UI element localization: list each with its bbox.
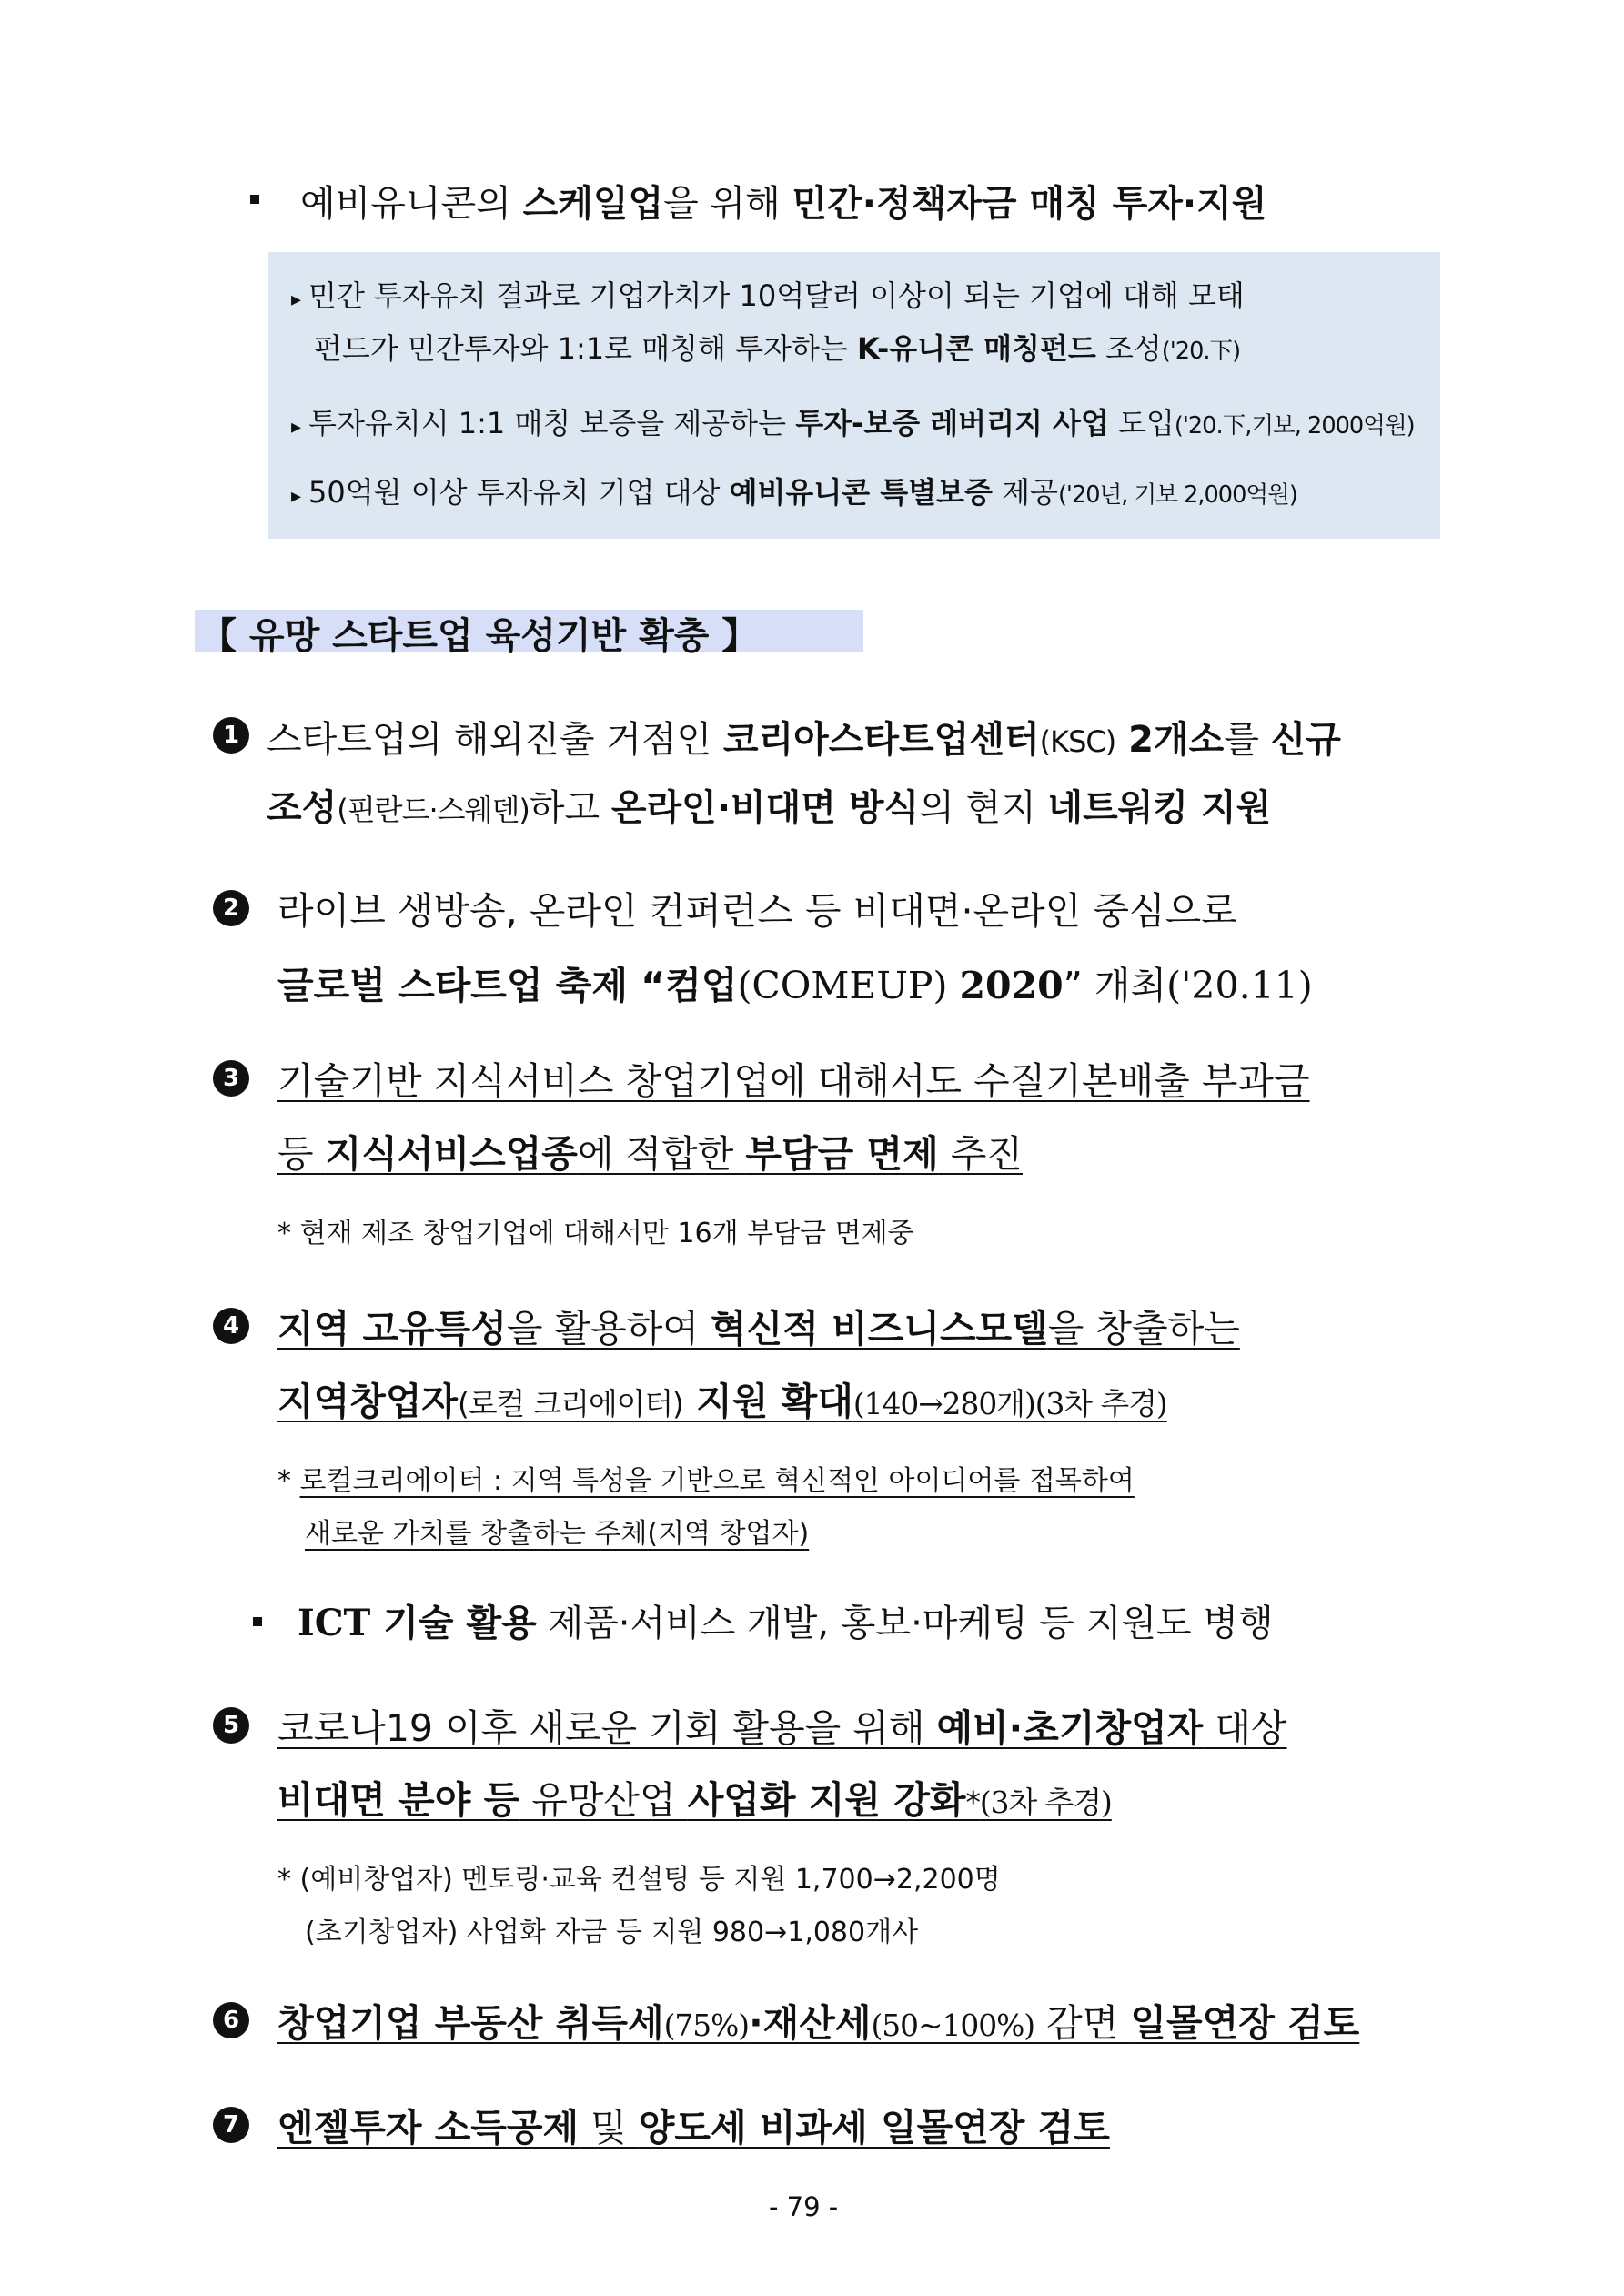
text-segment: (3차 추경) xyxy=(979,1785,1112,1820)
text-segment: (COMEUP) xyxy=(737,964,960,1007)
text-segment: 엔젤투자 소득공제 xyxy=(277,2106,580,2149)
number-badge-3: 3 xyxy=(213,1060,249,1097)
top-bullet-line xyxy=(300,175,1266,227)
note-3 xyxy=(277,1210,914,1250)
text-segment: ('20.下,기보, 2000억원) xyxy=(1174,412,1415,440)
text-segment: 및 xyxy=(579,2106,639,2149)
text-segment: 로컬크리에이터 : 지역 특성을 기반으로 혁신적인 아이디어를 접목하여 xyxy=(299,1465,1135,1497)
number-badge-5: 5 xyxy=(213,1707,249,1744)
item-5-line-2 xyxy=(277,1770,1112,1824)
item-3-line-2 xyxy=(277,1124,1023,1178)
text-segment: 제품·서비스 개발, 홍보·마케팅 등 지원도 병행 xyxy=(536,1603,1274,1644)
text-segment: (초기창업자) 사업화 자금 등 지원 980→1,080개사 xyxy=(305,1917,919,1948)
text-segment: 지역 고유특성 xyxy=(277,1307,507,1350)
text-segment: 기술 활용 xyxy=(370,1603,537,1644)
text-segment: 감면 xyxy=(1034,2001,1131,2045)
text-segment: ·재산세 xyxy=(749,2001,872,2045)
text-segment: 추진 xyxy=(938,1132,1023,1176)
text-segment: 예비유니콘의 xyxy=(300,183,523,225)
number-badge-4: 4 xyxy=(213,1308,249,1344)
text-segment: (50~100%) xyxy=(871,2008,1035,2043)
text-segment: 2개소 xyxy=(1115,719,1225,761)
text-segment: 조성 xyxy=(1095,331,1162,366)
text-segment: * 현재 제조 창업기업에 대해서만 16개 부담금 면제중 xyxy=(277,1218,914,1249)
item-4-line-2 xyxy=(277,1371,1167,1425)
text-segment: 지원 확대 xyxy=(682,1380,853,1423)
note-4-line-2 xyxy=(305,1511,809,1551)
text-segment: 새로운 가치를 창출하는 주체(지역 창업자) xyxy=(305,1518,810,1550)
item-2-line-2 xyxy=(277,956,1313,1009)
text-segment: 네트워킹 지원 xyxy=(1047,787,1272,829)
box-item-1-line-2 xyxy=(314,326,1240,368)
text-segment: 지식서비스업종 xyxy=(325,1132,578,1176)
item-5-line-1 xyxy=(277,1698,1287,1752)
triangle-bullet-icon: ▸ xyxy=(291,416,302,439)
text-segment: 스타트업의 해외진출 거점인 xyxy=(267,719,723,761)
text-segment: (75%) xyxy=(663,2008,750,2043)
item-6-line-1 xyxy=(277,1993,1359,2047)
text-segment: 50억원 이상 투자유치 기업 대상 xyxy=(308,475,730,510)
number-badge-2: 2 xyxy=(213,890,249,926)
text-segment: 펀드가 민간투자와 1:1로 매칭해 투자하는 xyxy=(314,331,857,366)
box-item-3-line-1 xyxy=(291,470,1297,511)
text-segment: (로컬 크리에이터) xyxy=(458,1387,683,1421)
text-segment: 를 xyxy=(1224,719,1271,761)
bullet-square xyxy=(253,1617,262,1626)
triangle-bullet-icon: ▸ xyxy=(291,288,302,311)
box-item-2-line-1 xyxy=(291,400,1415,442)
text-segment: 을 활용하여 xyxy=(506,1307,711,1350)
number-badge-7: 7 xyxy=(213,2107,249,2143)
text-segment: 투자유치시 1:1 매칭 보증을 제공하는 xyxy=(308,406,796,440)
text-segment: ” 개최 xyxy=(1063,964,1167,1007)
text-segment: 유망산업 xyxy=(519,1778,688,1822)
text-segment: 기술기반 지식서비스 창업기업에 대해서도 수질기본배출 부과금 xyxy=(277,1059,1310,1103)
text-segment: 코리아스타트업센터 xyxy=(722,719,1040,761)
triangle-bullet-icon: ▸ xyxy=(291,485,302,508)
text-segment: * xyxy=(965,1785,980,1820)
note-5-line-2 xyxy=(305,1909,918,1949)
text-segment: 라이브 생방송, 온라인 컨퍼런스 등 비대면·온라인 중심으로 xyxy=(277,889,1237,933)
text-segment: 일몰연장 검토 xyxy=(1130,2001,1360,2045)
item-1-line-2 xyxy=(267,779,1271,831)
text-segment: 을 위해 xyxy=(663,183,792,225)
text-segment: ('20.11) xyxy=(1166,964,1313,1007)
text-segment: 비대면 분야 등 xyxy=(277,1778,520,1822)
text-segment: 글로벌 스타트업 축제 “컴업 xyxy=(277,964,738,1007)
ict-bullet-line xyxy=(298,1594,1274,1646)
text-segment: 대상 xyxy=(1203,1706,1287,1750)
text-segment: 예비·초기창업자 xyxy=(936,1706,1204,1750)
text-segment: 의 현지 xyxy=(919,787,1048,829)
item-1-line-1 xyxy=(267,711,1341,763)
text-segment: 등 xyxy=(277,1132,326,1176)
box-item-1-line-1 xyxy=(291,273,1245,315)
item-3-line-1 xyxy=(277,1051,1310,1105)
text-segment: 에 적합한 xyxy=(577,1132,746,1176)
text-segment: * (예비창업자) 멘토링·교육 컨설팅 등 지원 1,700→2,200명 xyxy=(277,1864,1001,1896)
text-segment: 민간 투자유치 결과로 기업가치가 10억달러 이상이 되는 기업에 대해 모태 xyxy=(308,278,1245,313)
text-segment: ICT xyxy=(298,1602,371,1644)
item-7-line-1 xyxy=(277,2098,1110,2151)
text-segment: 사업화 지원 강화 xyxy=(687,1778,966,1822)
text-segment: 지역창업자 xyxy=(277,1380,459,1423)
text-segment: (140→280개)(3차 추경) xyxy=(852,1387,1167,1421)
note-4-line-1 xyxy=(277,1458,1135,1498)
text-segment: (핀란드·스웨덴) xyxy=(337,793,530,827)
bullet-square xyxy=(250,195,259,204)
item-4-line-1 xyxy=(277,1299,1240,1352)
text-segment: 부담금 면제 xyxy=(745,1132,939,1176)
text-segment: 민간·정책자금 매칭 투자·지원 xyxy=(792,183,1267,225)
text-segment: 도입 xyxy=(1108,406,1175,440)
text-segment: * xyxy=(277,1465,300,1497)
text-segment: 조성 xyxy=(267,787,338,829)
text-segment: 투자-보증 레버리지 사업 xyxy=(795,406,1109,440)
text-segment: (KSC) xyxy=(1039,724,1116,759)
text-segment: 을 창출하는 xyxy=(1047,1307,1240,1350)
text-segment: 제공 xyxy=(992,475,1058,510)
text-segment: 예비유니콘 특별보증 xyxy=(729,475,993,510)
section-header: 【 유망 스타트업 육성기반 확충 】 xyxy=(200,615,759,657)
page-number: - 79 - xyxy=(769,2191,839,2222)
text-segment: 하고 xyxy=(529,787,611,829)
text-segment: 2020 xyxy=(959,964,1064,1007)
text-segment: 온라인·비대면 방식 xyxy=(610,787,920,829)
text-segment: ('20년, 기보 2,000억원) xyxy=(1057,481,1297,509)
text-segment: 코로나19 이후 새로운 기회 활용을 위해 xyxy=(277,1706,937,1750)
number-badge-6: 6 xyxy=(213,2002,249,2038)
note-5-line-1 xyxy=(277,1856,1001,1896)
text-segment: ('20.下) xyxy=(1161,338,1241,365)
text-segment: 창업기업 부동산 취득세 xyxy=(277,2001,664,2045)
text-segment: 스케일업 xyxy=(522,183,664,225)
text-segment: 혁신적 비즈니스모델 xyxy=(711,1307,1048,1350)
item-2-line-1 xyxy=(277,881,1237,935)
text-segment: 양도세 비과세 일몰연장 검토 xyxy=(638,2106,1110,2149)
number-badge-1: 1 xyxy=(213,717,249,754)
text-segment: K-유니콘 매칭펀드 xyxy=(856,331,1096,366)
text-segment: 신규 xyxy=(1270,719,1341,761)
